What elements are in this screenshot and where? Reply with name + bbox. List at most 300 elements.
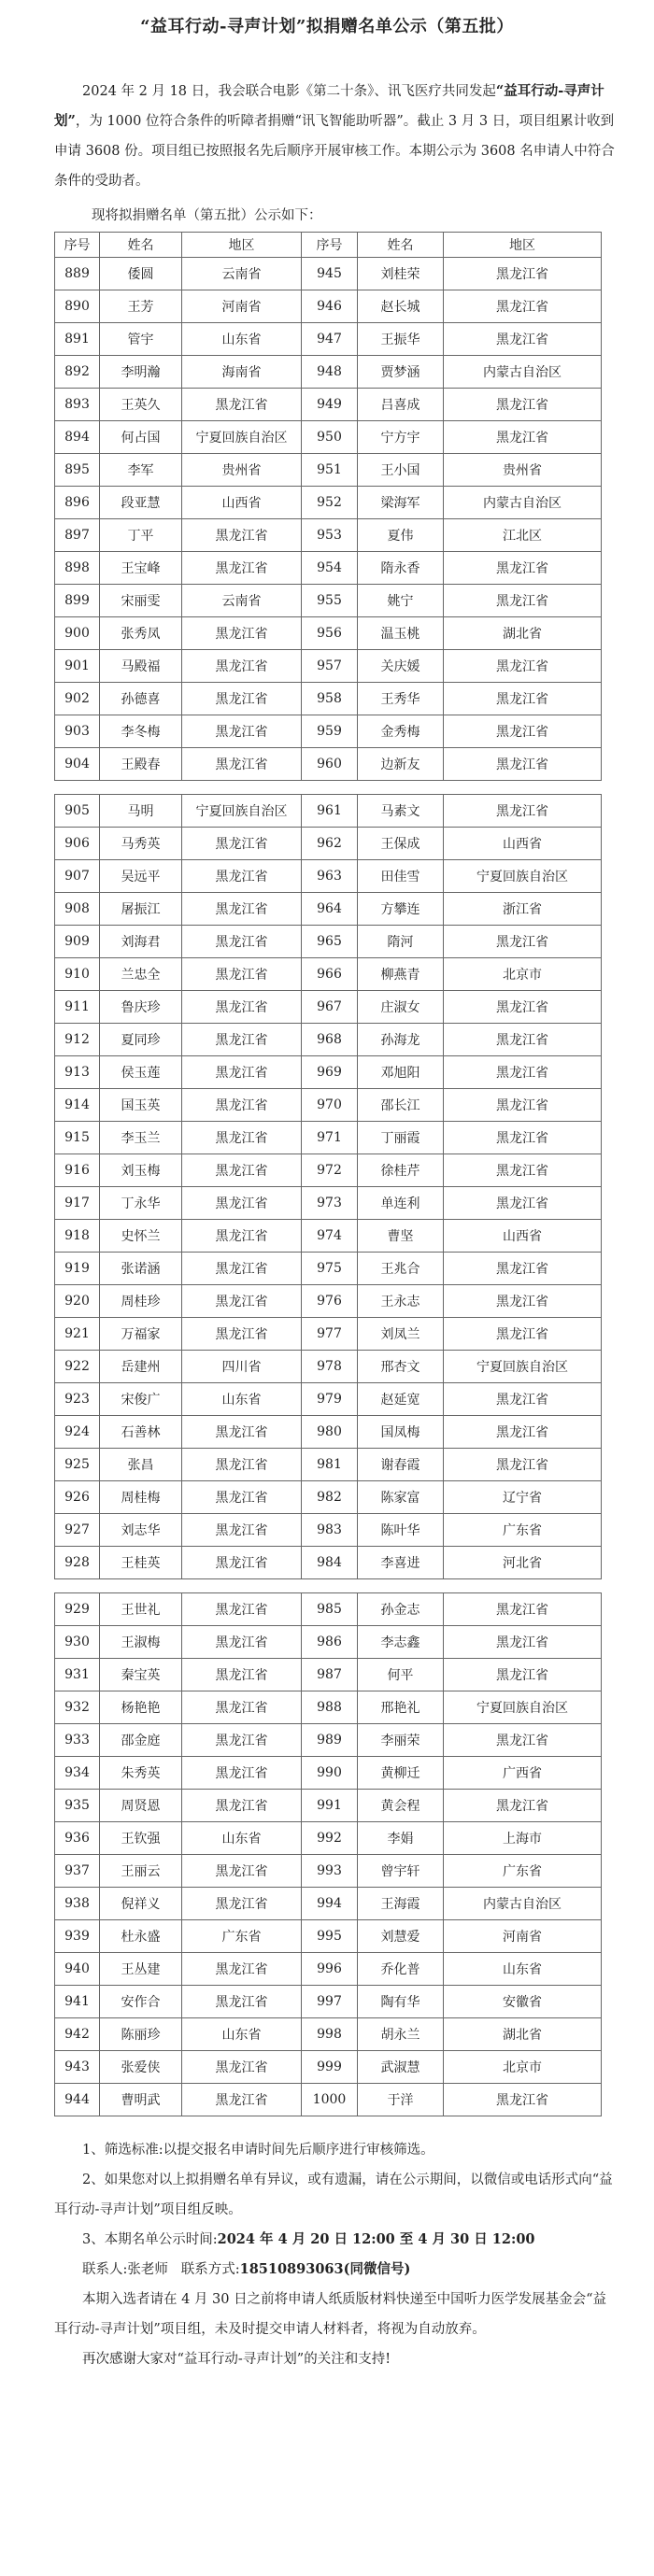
cell-seq-b: 945 <box>302 258 358 290</box>
cell-region-a: 宁夏回族自治区 <box>182 421 302 454</box>
cell-seq-b: 986 <box>302 1626 358 1659</box>
cell-region-b: 宁夏回族自治区 <box>444 1691 602 1724</box>
cell-region-b: 山西省 <box>444 1220 602 1253</box>
table-row <box>55 1593 602 1626</box>
cell-name-a: 王宝峰 <box>100 552 182 585</box>
cell-name-b: 于洋 <box>358 2084 444 2116</box>
cell-name-b: 刘桂荣 <box>358 258 444 290</box>
cell-seq-b: 951 <box>302 454 358 487</box>
cell-name-b: 王秀华 <box>358 683 444 715</box>
cell-seq-b: 980 <box>302 1416 358 1449</box>
cell-region-a: 黑龙江省 <box>182 1626 302 1659</box>
cell-seq-b: 959 <box>302 715 358 748</box>
cell-region-a: 黑龙江省 <box>182 1416 302 1449</box>
cell-seq-a: 936 <box>55 1822 100 1855</box>
cell-seq-b: 995 <box>302 1920 358 1953</box>
cell-seq-a: 889 <box>55 258 100 290</box>
cell-name-a: 王芳 <box>100 290 182 323</box>
cell-seq-a: 923 <box>55 1383 100 1416</box>
cell-name-b: 国凤梅 <box>358 1416 444 1449</box>
cell-name-a: 王世礼 <box>100 1593 182 1626</box>
cell-seq-b: 974 <box>302 1220 358 1253</box>
cell-name-a: 王桂英 <box>100 1547 182 1579</box>
cell-region-a: 黑龙江省 <box>182 1253 302 1285</box>
cell-seq-a: 937 <box>55 1855 100 1888</box>
cell-name-a: 李军 <box>100 454 182 487</box>
cell-seq-b: 975 <box>302 1253 358 1285</box>
table-row <box>55 487 602 519</box>
header-name-b: 姓名 <box>358 233 444 258</box>
note-1: 1、筛选标准:以提交报名申请时间先后顺序进行审核筛选。 <box>82 2143 434 2158</box>
submission-reminder: 本期入选者请在 4 月 30 日之前将申请人纸质版材料快递至中国听力医学发展基金会“益耳行动-寻声计划”项目组，未及时提交申请人材料者，将视为自动放弃。 <box>54 2292 607 2337</box>
table-row <box>55 258 602 290</box>
cell-name-a: 陈丽珍 <box>100 2018 182 2051</box>
cell-name-b: 柳燕青 <box>358 958 444 991</box>
cell-name-a: 张昌 <box>100 1449 182 1481</box>
cell-name-a: 李冬梅 <box>100 715 182 748</box>
cell-seq-b: 968 <box>302 1024 358 1056</box>
cell-seq-a: 890 <box>55 290 100 323</box>
cell-region-a: 山西省 <box>182 487 302 519</box>
cell-seq-b: 993 <box>302 1855 358 1888</box>
cell-seq-a: 930 <box>55 1626 100 1659</box>
cell-seq-a: 944 <box>55 2084 100 2116</box>
cell-name-b: 赵延宽 <box>358 1383 444 1416</box>
cell-name-a: 鲁庆珍 <box>100 991 182 1024</box>
cell-name-b: 单连利 <box>358 1187 444 1220</box>
table-row <box>55 1888 602 1920</box>
header-region-a: 地区 <box>182 233 302 258</box>
contact-phone: 18510893063(同微信号) <box>239 2261 411 2277</box>
intro-text-2: ，为 1000 位符合条件的听障者捐赠“讯飞智能助听器”。截止 3 月 3 日，项目组累计收到申请 3608 份。项目组已按照报名先后顺序开展审核工作。本期公示为 3608 名申请人中符合条件的受助者。 <box>54 114 615 189</box>
cell-seq-a: 892 <box>55 356 100 389</box>
cell-name-b: 赵长城 <box>358 290 444 323</box>
cell-region-b: 黑龙江省 <box>444 1122 602 1154</box>
cell-region-a: 黑龙江省 <box>182 617 302 650</box>
cell-region-b: 黑龙江省 <box>444 389 602 421</box>
table-row <box>55 748 602 781</box>
cell-seq-a: 917 <box>55 1187 100 1220</box>
cell-region-a: 黑龙江省 <box>182 1986 302 2018</box>
table-row <box>55 1089 602 1122</box>
cell-name-b: 邢艳礼 <box>358 1691 444 1724</box>
table-row <box>55 795 602 828</box>
cell-seq-b: 973 <box>302 1187 358 1220</box>
table-row <box>55 421 602 454</box>
cell-region-b: 上海市 <box>444 1822 602 1855</box>
cell-region-b: 黑龙江省 <box>444 421 602 454</box>
cell-name-b: 乔化普 <box>358 1953 444 1986</box>
cell-name-a: 王钦强 <box>100 1822 182 1855</box>
cell-region-a: 黑龙江省 <box>182 1285 302 1318</box>
cell-region-a: 宁夏回族自治区 <box>182 795 302 828</box>
cell-region-b: 黑龙江省 <box>444 1024 602 1056</box>
cell-name-a: 马殿福 <box>100 650 182 683</box>
table-row <box>55 1790 602 1822</box>
cell-name-a: 朱秀英 <box>100 1757 182 1790</box>
cell-region-a: 黑龙江省 <box>182 1187 302 1220</box>
cell-name-b: 丁丽霞 <box>358 1122 444 1154</box>
cell-region-b: 黑龙江省 <box>444 1416 602 1449</box>
cell-name-a: 吴远平 <box>100 860 182 893</box>
cell-region-a: 黑龙江省 <box>182 1953 302 1986</box>
cell-seq-b: 958 <box>302 683 358 715</box>
cell-region-b: 黑龙江省 <box>444 1187 602 1220</box>
cell-region-b: 宁夏回族自治区 <box>444 1351 602 1383</box>
thanks-line: 再次感谢大家对“益耳行动-寻声计划”的关注和支持! <box>82 2352 391 2367</box>
cell-seq-a: 902 <box>55 683 100 715</box>
note-3 <box>54 2225 617 2255</box>
cell-region-b: 黑龙江省 <box>444 1659 602 1691</box>
cell-region-b: 宁夏回族自治区 <box>444 860 602 893</box>
cell-seq-a: 932 <box>55 1691 100 1724</box>
table-row <box>55 389 602 421</box>
cell-seq-a: 934 <box>55 1757 100 1790</box>
table-row <box>55 1449 602 1481</box>
cell-region-b: 北京市 <box>444 958 602 991</box>
table-row <box>55 585 602 617</box>
cell-seq-a: 913 <box>55 1056 100 1089</box>
cell-region-a: 四川省 <box>182 1351 302 1383</box>
cell-name-b: 曹坚 <box>358 1220 444 1253</box>
cell-region-a: 黑龙江省 <box>182 1056 302 1089</box>
cell-name-b: 李丽荣 <box>358 1724 444 1757</box>
cell-name-b: 边新友 <box>358 748 444 781</box>
cell-name-a: 王丛建 <box>100 1953 182 1986</box>
cell-region-a: 黑龙江省 <box>182 1220 302 1253</box>
cell-name-a: 王英久 <box>100 389 182 421</box>
cell-name-b: 黄会程 <box>358 1790 444 1822</box>
cell-name-b: 徐桂芹 <box>358 1154 444 1187</box>
cell-region-a: 黑龙江省 <box>182 1024 302 1056</box>
cell-seq-b: 998 <box>302 2018 358 2051</box>
cell-name-a: 王殿春 <box>100 748 182 781</box>
cell-name-a: 刘志华 <box>100 1514 182 1547</box>
cell-seq-a: 939 <box>55 1920 100 1953</box>
cell-region-a: 黑龙江省 <box>182 1757 302 1790</box>
table-row <box>55 1220 602 1253</box>
cell-region-b: 黑龙江省 <box>444 1318 602 1351</box>
cell-region-a: 黑龙江省 <box>182 650 302 683</box>
cell-name-b: 武淑慧 <box>358 2051 444 2084</box>
cell-name-b: 胡永兰 <box>358 2018 444 2051</box>
cell-name-a: 倭圆 <box>100 258 182 290</box>
recipient-table-1 <box>54 232 602 781</box>
cell-region-b: 辽宁省 <box>444 1481 602 1514</box>
cell-seq-a: 928 <box>55 1547 100 1579</box>
cell-name-b: 谢春霞 <box>358 1449 444 1481</box>
cell-region-b: 内蒙古自治区 <box>444 1888 602 1920</box>
cell-seq-b: 999 <box>302 2051 358 2084</box>
cell-region-a: 黑龙江省 <box>182 1790 302 1822</box>
cell-seq-a: 940 <box>55 1953 100 1986</box>
cell-region-a: 黑龙江省 <box>182 1724 302 1757</box>
cell-seq-a: 926 <box>55 1481 100 1514</box>
cell-name-a: 倪祥义 <box>100 1888 182 1920</box>
cell-seq-a: 942 <box>55 2018 100 2051</box>
cell-name-b: 王振华 <box>358 323 444 356</box>
note-3-label: 3、本期名单公示时间: <box>82 2232 218 2247</box>
cell-region-b: 黑龙江省 <box>444 795 602 828</box>
cell-name-b: 邓旭阳 <box>358 1056 444 1089</box>
cell-region-b: 黑龙江省 <box>444 290 602 323</box>
cell-name-b: 方攀连 <box>358 893 444 926</box>
cell-seq-b: 989 <box>302 1724 358 1757</box>
cell-region-b: 黑龙江省 <box>444 715 602 748</box>
cell-seq-b: 976 <box>302 1285 358 1318</box>
cell-seq-b: 972 <box>302 1154 358 1187</box>
note-3-time: 2024 年 4 月 20 日 12:00 至 4 月 30 日 12:00 <box>217 2231 535 2247</box>
cell-name-a: 刘玉梅 <box>100 1154 182 1187</box>
cell-region-b: 山西省 <box>444 828 602 860</box>
table-row <box>55 650 602 683</box>
cell-region-a: 黑龙江省 <box>182 1089 302 1122</box>
cell-region-b: 广西省 <box>444 1757 602 1790</box>
cell-name-b: 曾宇轩 <box>358 1855 444 1888</box>
cell-name-a: 何占国 <box>100 421 182 454</box>
cell-seq-a: 920 <box>55 1285 100 1318</box>
table-row <box>55 715 602 748</box>
cell-seq-a: 916 <box>55 1154 100 1187</box>
cell-region-a: 黑龙江省 <box>182 1593 302 1626</box>
cell-seq-b: 956 <box>302 617 358 650</box>
table-row <box>55 1822 602 1855</box>
cell-region-b: 黑龙江省 <box>444 1154 602 1187</box>
cell-seq-a: 925 <box>55 1449 100 1481</box>
cell-name-a: 张诺涵 <box>100 1253 182 1285</box>
cell-seq-a: 891 <box>55 323 100 356</box>
cell-seq-b: 950 <box>302 421 358 454</box>
cell-seq-a: 905 <box>55 795 100 828</box>
cell-name-b: 邵长江 <box>358 1089 444 1122</box>
cell-seq-b: 981 <box>302 1449 358 1481</box>
table-row <box>55 1514 602 1547</box>
cell-seq-a: 909 <box>55 926 100 958</box>
cell-seq-b: 991 <box>302 1790 358 1822</box>
cell-seq-a: 904 <box>55 748 100 781</box>
cell-name-b: 何平 <box>358 1659 444 1691</box>
cell-name-b: 孙海龙 <box>358 1024 444 1056</box>
cell-seq-b: 978 <box>302 1351 358 1383</box>
cell-seq-a: 915 <box>55 1122 100 1154</box>
cell-name-b: 孙金志 <box>358 1593 444 1626</box>
cell-seq-b: 994 <box>302 1888 358 1920</box>
intro-paragraph <box>54 77 617 196</box>
cell-region-b: 内蒙古自治区 <box>444 356 602 389</box>
list-heading: 现将拟捐赠名单（第五批）公示如下： <box>92 208 322 223</box>
cell-seq-a: 895 <box>55 454 100 487</box>
table-row <box>55 991 602 1024</box>
cell-seq-b: 984 <box>302 1547 358 1579</box>
table-row <box>55 1383 602 1416</box>
table-row <box>55 2018 602 2051</box>
cell-seq-b: 983 <box>302 1514 358 1547</box>
table-row <box>55 2051 602 2084</box>
cell-seq-a: 931 <box>55 1659 100 1691</box>
cell-name-b: 吕喜成 <box>358 389 444 421</box>
cell-region-a: 黑龙江省 <box>182 893 302 926</box>
cell-seq-b: 971 <box>302 1122 358 1154</box>
cell-region-b: 黑龙江省 <box>444 1383 602 1416</box>
recipient-table-3 <box>54 1592 602 2116</box>
cell-seq-b: 961 <box>302 795 358 828</box>
table-row <box>55 1122 602 1154</box>
cell-seq-a: 894 <box>55 421 100 454</box>
table-row <box>55 519 602 552</box>
cell-seq-b: 954 <box>302 552 358 585</box>
cell-region-b: 湖北省 <box>444 2018 602 2051</box>
cell-region-a: 黑龙江省 <box>182 1449 302 1481</box>
table-row <box>55 1187 602 1220</box>
cell-seq-a: 921 <box>55 1318 100 1351</box>
cell-name-b: 李娟 <box>358 1822 444 1855</box>
cell-seq-a: 935 <box>55 1790 100 1822</box>
cell-seq-b: 988 <box>302 1691 358 1724</box>
cell-seq-a: 924 <box>55 1416 100 1449</box>
cell-seq-a: 903 <box>55 715 100 748</box>
cell-name-b: 田佳雪 <box>358 860 444 893</box>
table-row <box>55 1691 602 1724</box>
table-row <box>55 290 602 323</box>
cell-region-b: 广东省 <box>444 1855 602 1888</box>
cell-region-a: 黑龙江省 <box>182 1122 302 1154</box>
cell-name-b: 马素文 <box>358 795 444 828</box>
table-row <box>55 1757 602 1790</box>
cell-name-b: 王永志 <box>358 1285 444 1318</box>
table-row <box>55 1547 602 1579</box>
cell-region-b: 黑龙江省 <box>444 683 602 715</box>
cell-region-a: 黑龙江省 <box>182 1481 302 1514</box>
recipient-table-2 <box>54 794 602 1579</box>
cell-name-b: 金秀梅 <box>358 715 444 748</box>
cell-seq-b: 964 <box>302 893 358 926</box>
header-region-b: 地区 <box>444 233 602 258</box>
cell-name-a: 安作合 <box>100 1986 182 2018</box>
table-row <box>55 1481 602 1514</box>
cell-region-b: 黑龙江省 <box>444 585 602 617</box>
cell-region-b: 安徽省 <box>444 1986 602 2018</box>
note-2: 2、如果您对以上拟捐赠名单有异议，或有遗漏，请在公示期间，以微信或电话形式向“益耳行动-寻声计划”项目组反映。 <box>54 2173 613 2217</box>
cell-region-a: 黑龙江省 <box>182 552 302 585</box>
cell-name-b: 李喜进 <box>358 1547 444 1579</box>
table-row <box>55 958 602 991</box>
cell-region-a: 贵州省 <box>182 454 302 487</box>
cell-region-a: 黑龙江省 <box>182 519 302 552</box>
cell-region-b: 黑龙江省 <box>444 2084 602 2116</box>
cell-name-b: 隋永香 <box>358 552 444 585</box>
cell-name-a: 杜永盛 <box>100 1920 182 1953</box>
table-row <box>55 1626 602 1659</box>
cell-region-a: 黑龙江省 <box>182 2084 302 2116</box>
cell-region-a: 河南省 <box>182 290 302 323</box>
cell-seq-b: 979 <box>302 1383 358 1416</box>
cell-name-a: 马秀英 <box>100 828 182 860</box>
table-row <box>55 1024 602 1056</box>
table-header-row <box>55 233 602 258</box>
cell-region-a: 黑龙江省 <box>182 389 302 421</box>
cell-region-a: 黑龙江省 <box>182 1318 302 1351</box>
cell-region-a: 广东省 <box>182 1920 302 1953</box>
table-row <box>55 1253 602 1285</box>
cell-region-a: 黑龙江省 <box>182 958 302 991</box>
cell-name-a: 宋俊广 <box>100 1383 182 1416</box>
table-row <box>55 1351 602 1383</box>
cell-region-a: 黑龙江省 <box>182 860 302 893</box>
cell-seq-b: 997 <box>302 1986 358 2018</box>
cell-region-b: 黑龙江省 <box>444 1089 602 1122</box>
cell-name-b: 刘慧爱 <box>358 1920 444 1953</box>
cell-seq-a: 919 <box>55 1253 100 1285</box>
page-title: “益耳行动-寻声计划”拟捐赠名单公示（第五批） <box>140 17 514 36</box>
contact-name: 联系人:张老师 <box>82 2262 168 2277</box>
cell-region-b: 山东省 <box>444 1953 602 1986</box>
table-row <box>55 1416 602 1449</box>
cell-seq-b: 992 <box>302 1822 358 1855</box>
cell-region-b: 黑龙江省 <box>444 1056 602 1089</box>
cell-name-a: 兰忠全 <box>100 958 182 991</box>
cell-seq-a: 918 <box>55 1220 100 1253</box>
cell-seq-b: 955 <box>302 585 358 617</box>
cell-seq-a: 938 <box>55 1888 100 1920</box>
cell-name-b: 黄柳迁 <box>358 1757 444 1790</box>
cell-region-a: 黑龙江省 <box>182 1659 302 1691</box>
cell-name-b: 王小国 <box>358 454 444 487</box>
cell-seq-b: 952 <box>302 487 358 519</box>
cell-seq-a: 906 <box>55 828 100 860</box>
table-row <box>55 356 602 389</box>
table-row <box>55 617 602 650</box>
cell-name-a: 宋丽雯 <box>100 585 182 617</box>
cell-region-b: 黑龙江省 <box>444 1724 602 1757</box>
cell-name-a: 岳建州 <box>100 1351 182 1383</box>
table-row <box>55 1056 602 1089</box>
cell-region-a: 山东省 <box>182 1383 302 1416</box>
cell-name-a: 孙德喜 <box>100 683 182 715</box>
table-row <box>55 1724 602 1757</box>
cell-name-b: 温玉桃 <box>358 617 444 650</box>
cell-name-b: 李志鑫 <box>358 1626 444 1659</box>
cell-region-a: 云南省 <box>182 258 302 290</box>
cell-name-a: 曹明武 <box>100 2084 182 2116</box>
cell-region-b: 黑龙江省 <box>444 1626 602 1659</box>
table-row <box>55 2084 602 2116</box>
cell-seq-a: 896 <box>55 487 100 519</box>
cell-seq-b: 982 <box>302 1481 358 1514</box>
cell-name-a: 周桂梅 <box>100 1481 182 1514</box>
table-row <box>55 1154 602 1187</box>
cell-region-b: 黑龙江省 <box>444 1593 602 1626</box>
header-seq-a: 序号 <box>55 233 100 258</box>
cell-seq-b: 953 <box>302 519 358 552</box>
table-row <box>55 893 602 926</box>
cell-region-b: 黑龙江省 <box>444 748 602 781</box>
cell-name-a: 马明 <box>100 795 182 828</box>
cell-seq-b: 947 <box>302 323 358 356</box>
cell-seq-b: 985 <box>302 1593 358 1626</box>
table-row <box>55 323 602 356</box>
cell-seq-a: 893 <box>55 389 100 421</box>
cell-seq-a: 929 <box>55 1593 100 1626</box>
cell-seq-a: 899 <box>55 585 100 617</box>
cell-seq-b: 946 <box>302 290 358 323</box>
cell-region-a: 云南省 <box>182 585 302 617</box>
cell-name-b: 夏伟 <box>358 519 444 552</box>
cell-name-a: 丁永华 <box>100 1187 182 1220</box>
cell-name-b: 宁方宇 <box>358 421 444 454</box>
cell-seq-b: 966 <box>302 958 358 991</box>
cell-name-a: 屠振江 <box>100 893 182 926</box>
cell-seq-a: 943 <box>55 2051 100 2084</box>
